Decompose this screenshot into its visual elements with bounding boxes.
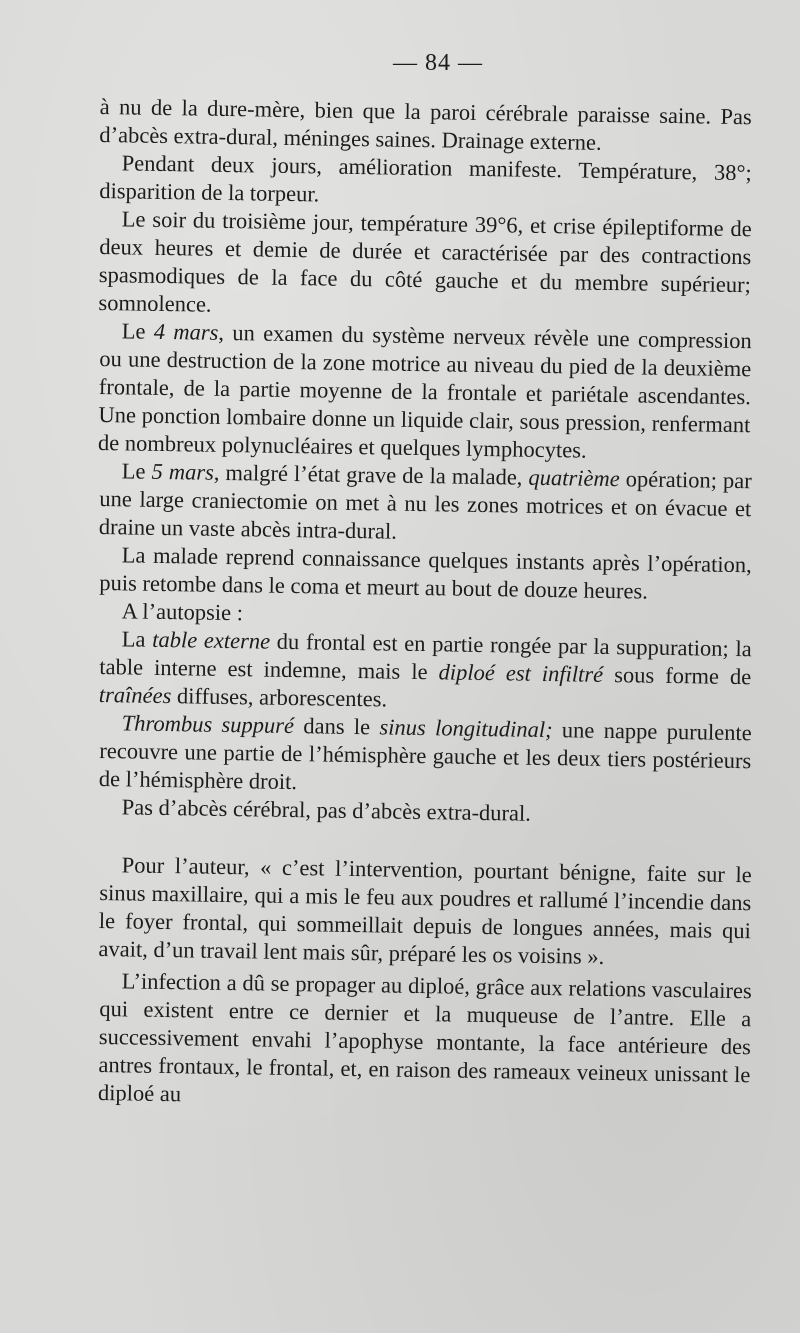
text-run: , un examen du système nerveux révèle une compression ou une destruction de la zone motrice au niveau du pied de la deuxième frontale, de la partie moyenne de la frontale et pariétale ascendantes. Une ponction lombaire donne un liquide clair, sous pression, renfermant de nombreux polynucléaires et quelques lymphocytes. bbox=[97, 319, 752, 463]
text-run: Le bbox=[121, 458, 152, 484]
paragraph: Pendant deux jours, amélioration manifeste. Température, 38°; disparition de la torpeur. bbox=[99, 150, 752, 207]
paragraph: L’infection a dû se propager au diploé, grâce aux relations vasculaires qui existent entre ce dernier et la muqueuse de l’antre. Elle a successivement envahi l’apophyse montante, la face antérieure des antres frontaux, le frontal, et, en raison des rameaux veineux unissant le diploé au bbox=[97, 968, 752, 1107]
text-run: opération; par une large craniectomie on met à nu les zones motrices et on évacue et draine un vaste abcès intra-dural. bbox=[98, 466, 752, 544]
paragraph: à nu de la dure-mère, bien que la paroi cérébrale paraisse saine. Pas d’abcès extra-dural, méninges saines. Drainage externe. bbox=[99, 93, 752, 155]
paragraph: Pas d’abcès cérébral, pas d’abcès extra-dural. bbox=[121, 794, 532, 826]
paragraph bbox=[99, 709, 752, 803]
text-run: dans le bbox=[293, 713, 380, 740]
page-number: — 84 — bbox=[393, 50, 483, 76]
paragraph: A l’autopsie : bbox=[121, 598, 244, 626]
paragraph: La malade reprend connaissance quelques instants après l’opération, puis retombe dans le coma et meurt au bout de douze heures. bbox=[99, 542, 752, 604]
italic-text: Thrombus suppuré bbox=[121, 710, 295, 739]
text-run: , malgré l’état grave de la malade, bbox=[213, 459, 529, 490]
paragraph bbox=[99, 457, 752, 551]
paragraph: Pour l’auteur, « c’est l’intervention, pourtant bénigne, faite sur le sinus maxillaire, qui a mis le feu aux poudres et rallumé l’incendie dans le foyer frontal, qui sommeillait depuis de longues années, mais qui avait, d’un travail lent mais sûr, préparé les os voisins ». bbox=[98, 852, 752, 969]
italic-text: 4 mars bbox=[153, 318, 219, 345]
italic-text: 5 mars bbox=[151, 458, 215, 485]
italic-text: quatrième bbox=[528, 464, 620, 492]
text-body bbox=[97, 93, 752, 1107]
text-run: La bbox=[121, 626, 153, 652]
paragraph bbox=[98, 317, 752, 467]
italic-text: table externe bbox=[152, 626, 271, 654]
italic-text: diploé est infiltré bbox=[438, 659, 604, 687]
text-run: sous forme de bbox=[602, 661, 752, 690]
paragraph: Le soir du troisième jour, température 39°6, et crise épileptiforme de deux heures et demie de durée et caractérisée par des contractions spasmodiques de la face du côté gauche et du membre supérieur; somnolence. bbox=[98, 206, 752, 317]
text-run: une nappe purulente recouvre une partie de l’hémisphère gauche et les deux tiers postérieurs de l’hémisphère droit. bbox=[98, 717, 752, 795]
paragraph bbox=[99, 625, 752, 719]
italic-text: sinus longitudinal; bbox=[379, 714, 553, 743]
text-run: diffuses, arborescentes. bbox=[171, 683, 388, 712]
italic-text: traînées bbox=[98, 681, 172, 709]
text-run: du frontal est en partie rongée par la suppuration; la table interne est indemne, mais le bbox=[99, 628, 752, 685]
text-run: Le bbox=[121, 318, 155, 344]
